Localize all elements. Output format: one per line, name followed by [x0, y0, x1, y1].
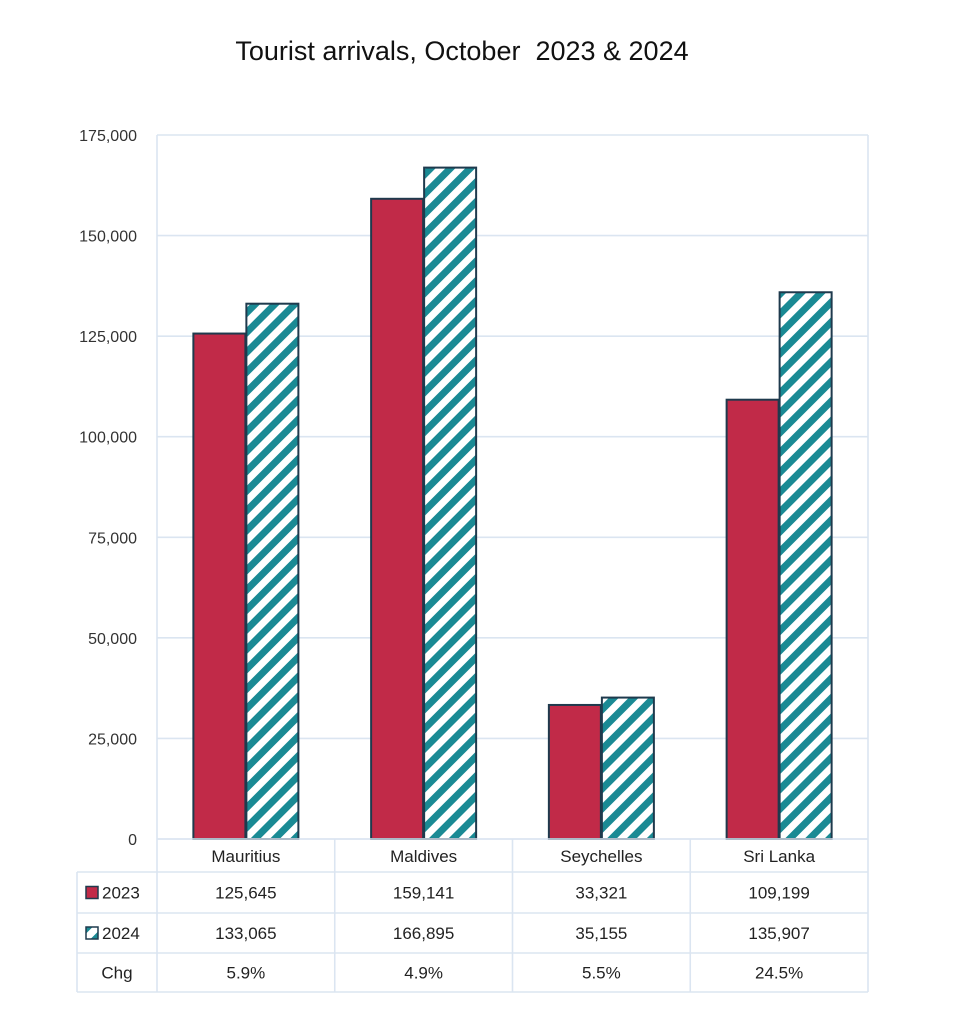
bar-2023 — [371, 199, 423, 839]
bar-2024 — [602, 698, 654, 839]
data-label: 135,907 — [748, 924, 810, 943]
legend-key-2023 — [86, 887, 98, 899]
data-label: 166,895 — [392, 924, 455, 943]
y-tick-label: 100,000 — [79, 429, 137, 447]
y-tick-label: 175,000 — [79, 128, 137, 145]
change-value: 24.5% — [755, 963, 804, 983]
y-tick-label: 50,000 — [88, 630, 137, 648]
y-tick-label: 125,000 — [79, 329, 137, 347]
bar-2024 — [780, 292, 832, 839]
change-value: 4.9% — [404, 963, 443, 983]
data-label: 125,645 — [215, 883, 277, 903]
bar-2024 — [424, 168, 476, 839]
y-tick-label: 0 — [128, 832, 137, 849]
data-label: 133,065 — [215, 924, 277, 943]
bar-2023 — [549, 705, 601, 839]
chart-title: Tourist arrivals, October 2023 & 2024 — [235, 36, 689, 66]
y-tick-label: 150,000 — [79, 228, 137, 246]
legend-label: 2023 — [102, 883, 140, 903]
bar-2023 — [727, 400, 779, 839]
change-row-label: Chg — [101, 963, 133, 983]
data-label: 35,155 — [575, 924, 628, 943]
bar-2023 — [193, 334, 245, 839]
x-tick-label: Mauritius — [211, 847, 281, 866]
data-label: 109,199 — [748, 883, 810, 903]
data-label: 33,321 — [575, 883, 628, 903]
x-tick-label: Sri Lanka — [743, 847, 816, 866]
y-tick-label: 75,000 — [88, 530, 137, 548]
x-tick-label: Maldives — [390, 847, 458, 866]
change-value: 5.5% — [582, 963, 621, 983]
data-label: 159,141 — [392, 883, 455, 903]
y-tick-label: 25,000 — [88, 731, 137, 749]
legend-label: 2024 — [102, 924, 140, 943]
change-value: 5.9% — [226, 963, 266, 983]
legend-key-2024 — [86, 927, 98, 939]
x-tick-label: Seychelles — [560, 847, 643, 866]
bar-2024 — [246, 304, 298, 839]
